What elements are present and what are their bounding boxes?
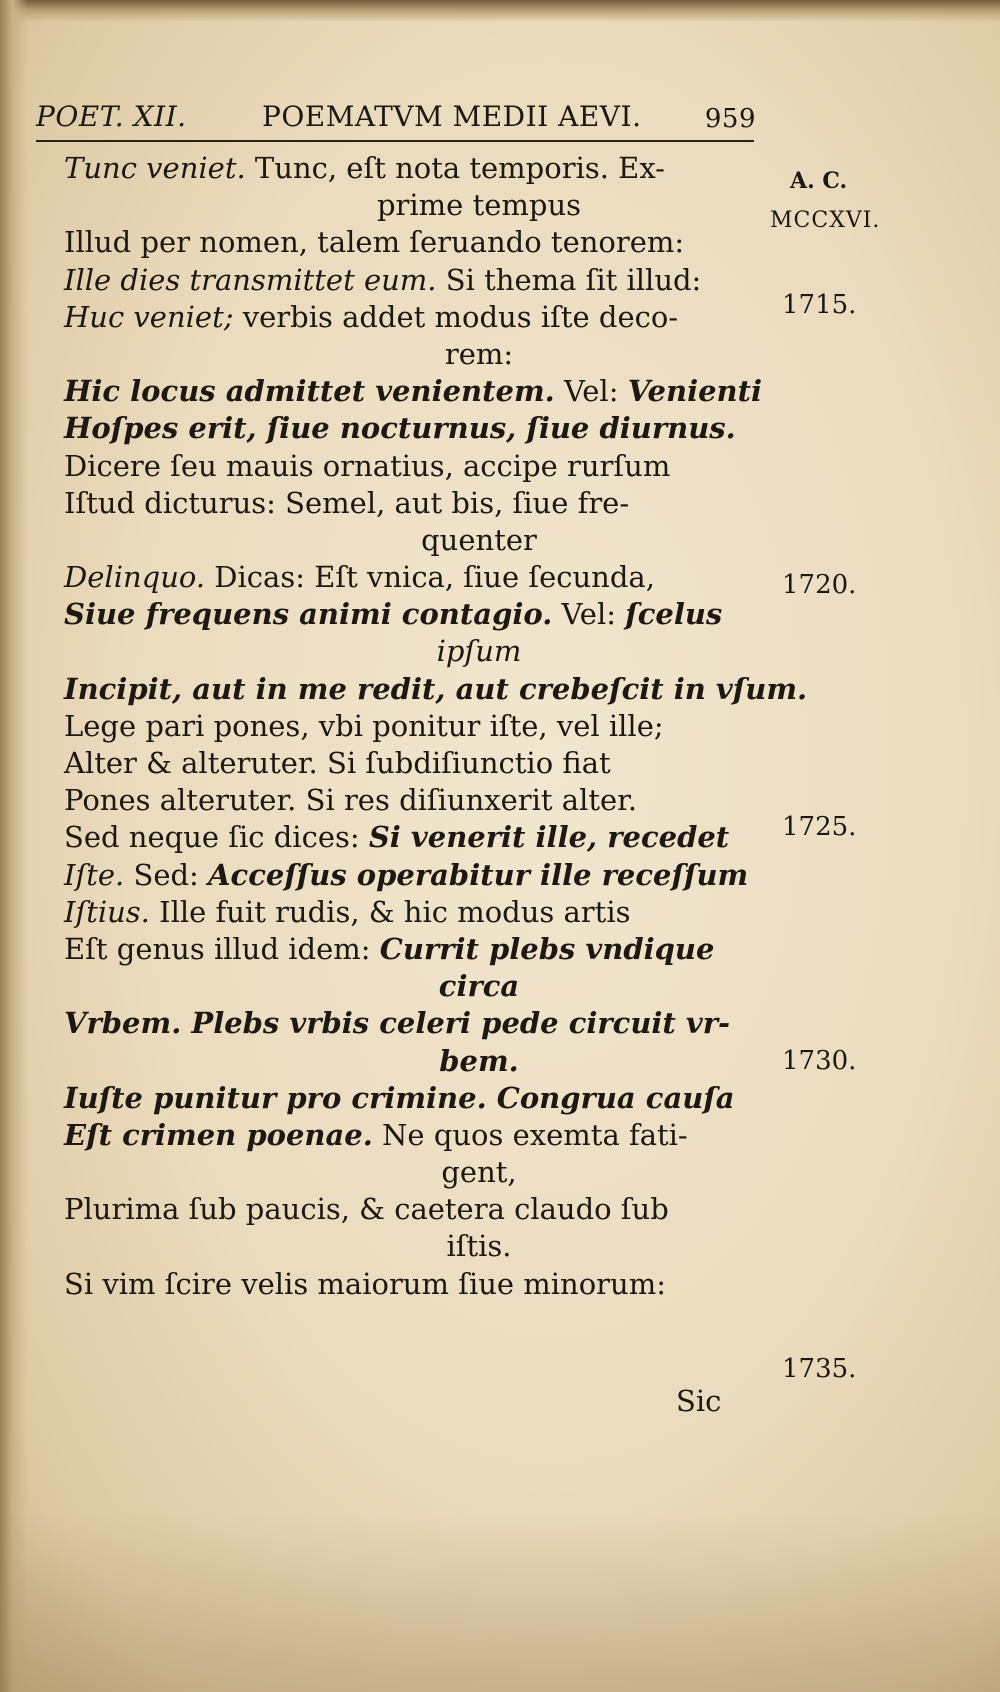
poem-text <box>64 150 808 1303</box>
text-segment: Eſt crimen poenae. <box>64 1117 373 1152</box>
text-segment: circa <box>438 969 520 1004</box>
text-segment: Huc veniet; <box>64 299 234 334</box>
text-line <box>64 522 754 559</box>
text-segment: iſtis. <box>446 1229 512 1264</box>
text-segment: Delinquo. <box>64 560 206 595</box>
header-rule <box>36 140 754 142</box>
text-line <box>64 745 754 782</box>
text-segment: ipſum <box>436 634 522 669</box>
line-number: 1735. <box>782 1354 857 1384</box>
text-line <box>64 857 754 894</box>
text-segment: Ille dies transmittet eum. <box>64 262 437 297</box>
text-line <box>64 410 754 447</box>
text-segment: ſcelus <box>625 597 723 632</box>
page-bottom-shade <box>0 1512 1000 1692</box>
text-segment: Dicere ſeu mauis ornatius, accipe rurſum <box>64 448 671 483</box>
text-segment: Vel: <box>552 597 626 632</box>
text-segment: rem: <box>444 336 514 371</box>
text-segment: Acceſſus operabitur ille receſſum <box>208 857 749 892</box>
text-segment: Ille fuit rudis, & hic modus artis <box>149 894 631 929</box>
text-line <box>64 1043 754 1080</box>
running-header <box>36 100 756 140</box>
text-segment: Venienti <box>627 374 763 409</box>
text-segment: Lege pari pones, vbi ponitur iſte, vel ille; <box>64 708 664 743</box>
catchword: Sic <box>676 1384 722 1418</box>
text-segment: Dicas: Eſt vnica, ſiue ſecunda, <box>205 560 655 595</box>
page-number: 959 <box>704 104 756 134</box>
header-section: POET. XII. <box>36 100 187 133</box>
text-line <box>64 262 754 299</box>
text-segment: Ne quos exemta fati- <box>372 1117 688 1152</box>
text-line <box>64 633 754 670</box>
text-segment: Tunc veniet. <box>64 151 246 185</box>
text-segment: Currit plebs vndique <box>379 931 715 966</box>
text-segment: Hoſpes erit, ſiue nocturnus, ſiue diurnus. <box>64 411 736 446</box>
text-line <box>64 1154 754 1191</box>
page-top-edge-shadow <box>0 0 1000 22</box>
text-segment: Si vim ſcire velis maiorum ſiue minorum: <box>64 1266 666 1301</box>
text-line <box>64 150 754 187</box>
margin-anno-label: A. C. <box>790 168 848 194</box>
text-segment: Vrbem. Plebs vrbis celeri pede circuit vr- <box>64 1006 731 1041</box>
text-line <box>64 671 808 708</box>
text-line <box>64 485 754 522</box>
line-number: 1720. <box>782 570 857 600</box>
text-line <box>64 448 754 485</box>
text-segment: Iſtud dicturus: Semel, aut bis, ſiue fre- <box>64 485 630 520</box>
text-line <box>64 968 754 1005</box>
text-segment: Illud per nomen, talem ſeruando tenorem: <box>64 225 685 260</box>
text-line <box>64 819 754 856</box>
text-segment: Eſt genus illud idem: <box>64 931 380 966</box>
text-segment: Vel: <box>554 374 628 409</box>
text-line <box>64 224 754 261</box>
text-segment: Sed: <box>124 857 209 892</box>
text-line <box>64 1005 754 1042</box>
text-segment: Tunc, eſt nota temporis. Ex- <box>245 151 665 185</box>
text-segment: Iuſte punitur pro crimine. Congrua cauſa <box>64 1080 735 1115</box>
text-line <box>64 336 754 373</box>
text-segment: Sed neque ſic dices: <box>64 820 369 855</box>
text-line <box>64 708 754 745</box>
text-line <box>64 894 754 931</box>
text-line <box>64 782 754 819</box>
line-number: 1715. <box>782 290 857 320</box>
text-segment: Hic locus admittet venientem. <box>64 374 555 409</box>
text-segment: Pones alteruter. Si res diſiunxerit alter. <box>64 783 638 818</box>
text-segment: bem. <box>439 1043 519 1078</box>
text-segment: quenter <box>421 522 537 557</box>
text-line <box>64 1117 754 1154</box>
text-segment: Siue frequens animi contagio. <box>64 597 553 632</box>
text-line <box>64 559 754 596</box>
line-number: 1725. <box>782 812 857 842</box>
text-line <box>64 931 754 968</box>
text-line <box>64 596 754 633</box>
text-line <box>64 373 763 410</box>
text-line <box>64 1080 754 1117</box>
text-segment: Si thema ſit illud: <box>436 262 702 297</box>
text-line <box>64 299 754 336</box>
text-segment: Plurima ſub paucis, & caetera claudo ſub <box>64 1192 669 1227</box>
text-segment: gent, <box>441 1155 517 1190</box>
line-number: 1730. <box>782 1046 857 1076</box>
text-segment: Iſte. <box>64 857 125 892</box>
text-line <box>64 1191 754 1228</box>
text-segment: Iſtius. <box>64 894 150 929</box>
text-segment: verbis addet modus iſte deco- <box>233 299 679 334</box>
text-line <box>64 1228 754 1265</box>
text-segment: Alter & alteruter. Si ſubdiſiunctio fiat <box>64 746 611 780</box>
text-line <box>64 187 754 224</box>
text-segment: Si venerit ille, recedet <box>368 820 730 855</box>
text-line <box>64 1266 754 1303</box>
margin-anno-year: MCCXVI. <box>770 208 881 233</box>
header-title: POEMATVM MEDII AEVI. <box>262 100 642 133</box>
text-segment: Incipit, aut in me redit, aut crebeſcit in vſum. <box>64 671 808 706</box>
page-gutter-shadow <box>0 0 28 1692</box>
text-segment: prime tempus <box>376 188 582 223</box>
